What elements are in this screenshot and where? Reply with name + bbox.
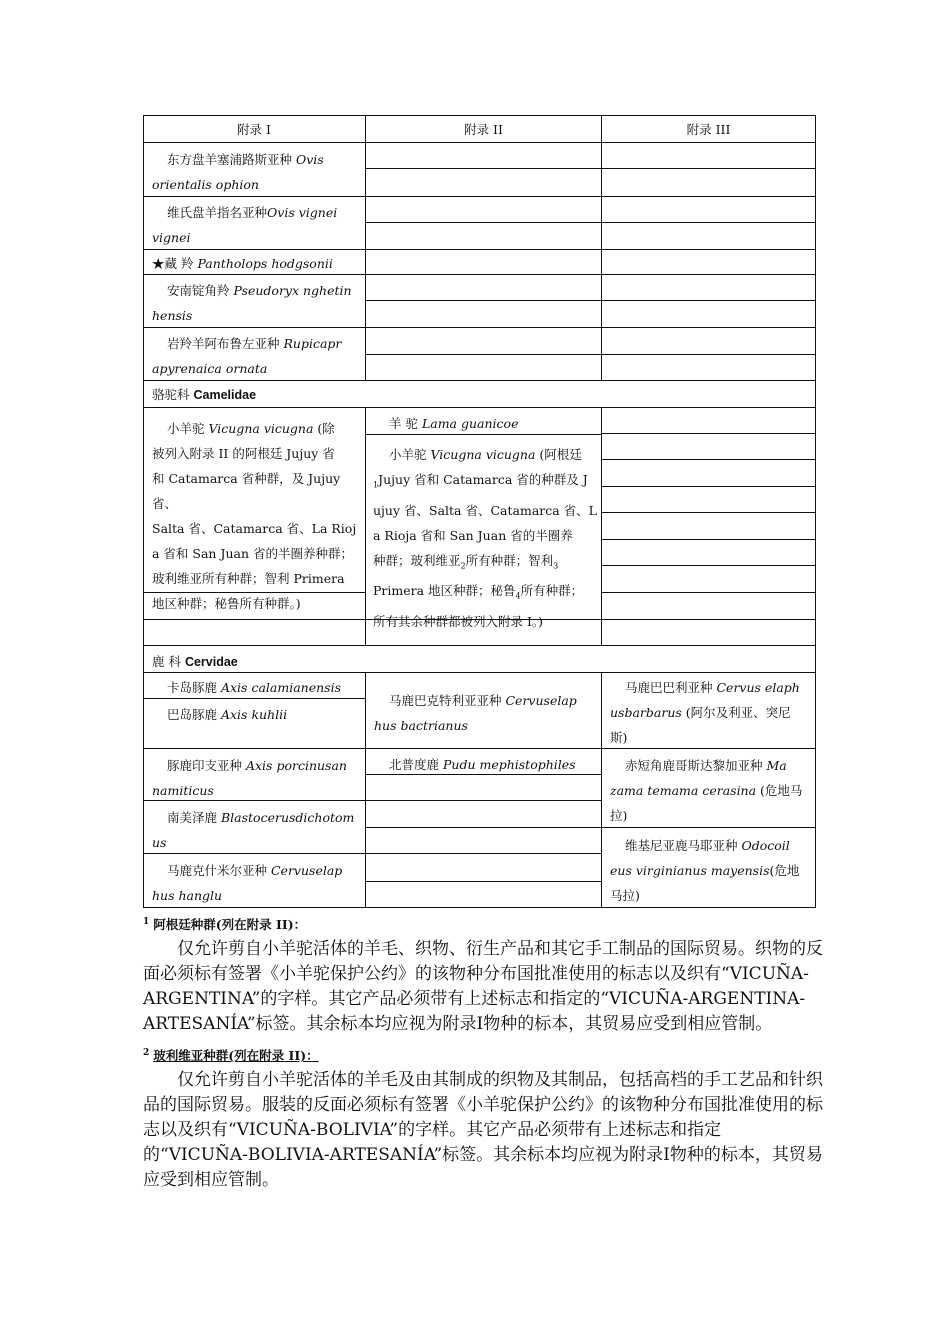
row-divider — [601, 512, 816, 513]
footnote-1-body: 仅允许剪自小羊驼活体的羊毛、织物、衍生产品和其它手工制品的国际贸易。织物的反面必须标有签署《小羊驼保护公约》的该物种分布国批准使用的标志以及织有“VICUÑA-ARGENTINA”的字样。其它产品必须带有上述标志和指定的“VICUÑA-ARGENTINA-ARTESANÍA”标签。其余标本均应视为附录Ⅰ物种的标本，其贸易应受到相应管制。 — [143, 939, 823, 1035]
row-divider — [365, 249, 816, 250]
row-divider — [365, 827, 602, 828]
row-divider — [365, 881, 602, 882]
species-vicugna-app1: 小羊驼 Vicugna vicugna (除 被列入附录 II 的阿根廷 Jujuy 省 和 Catamarca 省种群，及 Jujuy 省、 Salta 省、Catamarca 省、La Rioj a 省和 San Juan 省的半圈养种群； 玻利维亚所有种群；智利 Primera 地区种群；秘鲁所有种群。) — [152, 421, 357, 611]
species-pantholops: ★藏 羚 Pantholops hodgsonii — [152, 256, 333, 271]
row-divider — [365, 168, 816, 169]
header-appendix-2: 附录 II — [464, 122, 503, 137]
row-divider — [365, 327, 816, 328]
species-lama: 羊 驼 Lama guanicoe — [389, 416, 519, 431]
row-divider — [601, 565, 816, 566]
footnotes — [143, 912, 823, 1199]
species-axis-porcinus: 豚鹿印支亚种 Axis porcinusan namiticus — [152, 758, 347, 798]
species-ovis-ophion: 东方盘羊塞浦路斯亚种 Ovis orientalis ophion — [152, 152, 324, 192]
row-divider — [365, 853, 602, 854]
species-ovis-vignei: 维氏盘羊指名亚种Ovis vignei vignei — [152, 205, 338, 245]
row-divider — [365, 196, 816, 197]
species-cervus-bactrianus: 马鹿巴克特利亚亚种 Cervuselap hus bactrianus — [374, 693, 577, 733]
col-divider — [601, 407, 602, 645]
species-rupicapra: 岩羚羊阿布鲁左亚种 Rupicapr apyrenaica ornata — [152, 336, 342, 376]
col-divider — [365, 672, 366, 908]
col-divider — [365, 407, 366, 645]
species-cervus-barbarus: 马鹿巴巴利亚种 Cervus elaph usbarbarus (阿尔及利亚、突尼 斯) — [610, 680, 800, 745]
species-cervus-hanglu: 马鹿克什米尔亚种 Cervuselap hus hanglu — [152, 863, 343, 903]
species-vicugna-app2: 小羊驼 Vicugna vicugna (阿根廷 $_1$Jujuy 省和 Catamarca 省的种群及 J ujuy 省、Salta 省、Catamarca 省、L a Rioja 省和 San Juan 省的半圈养 种群；玻利维亚$_2$所有种群；智利$_3$ Primera 地区种群；秘鲁$_4$所有种群； 所有其余种群都被列入附录 I。) — [373, 447, 597, 629]
species-axis-kuhlii: 巴岛豚鹿 Axis kuhlii — [167, 707, 288, 722]
row-divider — [365, 800, 602, 801]
family-camelidae: 骆驼科 Camelidae — [152, 387, 257, 402]
row-divider — [601, 433, 816, 434]
col-divider — [601, 672, 602, 908]
header-appendix-1: 附录 I — [237, 122, 271, 137]
family-cervidae: 鹿 科 Cervidae — [152, 654, 238, 669]
species-odocoileus: 维基尼亚鹿马耶亚种 Odocoil eus virginianus mayensis(危地 马拉) — [610, 838, 800, 903]
row-divider — [365, 274, 816, 275]
species-pudu: 北普度鹿 Pudu mephistophiles — [389, 757, 576, 772]
species-axis-calamianensis: 卡岛豚鹿 Axis calamianensis — [167, 680, 341, 695]
col-divider — [365, 115, 366, 380]
row-divider — [601, 459, 816, 460]
header-appendix-3: 附录 III — [686, 122, 731, 137]
row-divider — [601, 592, 816, 593]
species-pseudoryx: 安南锭角羚 Pseudoryx nghetin hensis — [152, 283, 352, 323]
footnote-1-title: $^1$ 阿根廷种群(列在附录 II)： — [143, 917, 307, 933]
species-blastocerus: 南美泽鹿 Blastocerusdichotom us — [152, 810, 355, 850]
row-divider — [601, 486, 816, 487]
table-border — [143, 115, 144, 908]
col-divider — [601, 115, 602, 380]
footnote-2-body: 仅允许剪自小羊驼活体的羊毛及由其制成的织物及其制品，包括高档的手工艺品和针织品的国际贸易。服装的反面必须标有签署《小羊驼保护公约》的该物种分布国批准使用的标志以及织有“VICUÑA-BOLIVIA”的字样。其它产品必须带有上述标志和指定的“VICUÑA-BOLIVIA-ARTESANÍA”标签。其余标本均应视为附录Ⅰ物种的标本，其贸易应受到相应管制。 — [143, 1070, 823, 1191]
row-divider — [365, 354, 816, 355]
row-divider — [365, 222, 816, 223]
row-divider — [365, 300, 816, 301]
row-divider — [143, 645, 816, 646]
row-divider — [601, 539, 816, 540]
species-mazama: 赤短角鹿哥斯达黎加亚种 Ma zama temama cerasina (危地马 拉) — [610, 758, 803, 823]
footnote-2-title: $^2$ 玻利维亚种群(列在附录 II)： — [143, 1048, 319, 1064]
appendix-table — [143, 115, 816, 908]
